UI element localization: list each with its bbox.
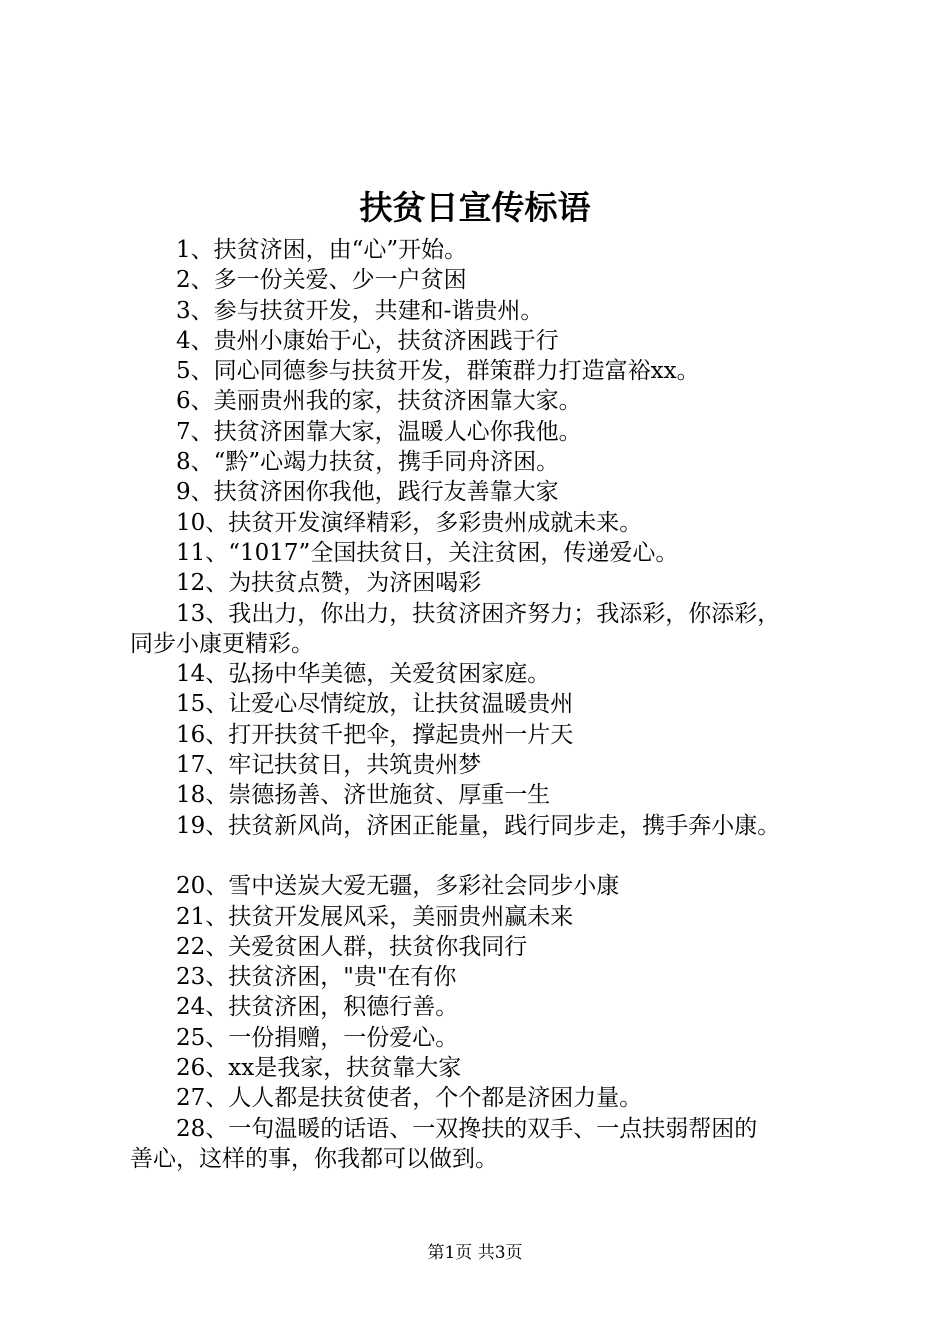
blank-line	[130, 841, 860, 871]
slogan-line: 8、“黔”心竭力扶贫，携手同舟济困。	[176, 449, 560, 476]
slogan-line: 2、多一份关爱、少一户贫困	[176, 267, 467, 294]
slogan-line: 7、扶贫济困靠大家，温暖人心你我他。	[176, 418, 582, 445]
slogan-line: 12、为扶贫点赞，为济困喝彩	[176, 570, 482, 597]
slogan-line: 5、同心同德参与扶贫开发，群策群力打造富裕xx。	[176, 358, 700, 385]
slogan-line: 28、一句温暖的话语、一双搀扶的双手、一点扶弱帮困的	[176, 1115, 758, 1142]
slogan-line: 18、崇德扬善、济世施贫、厚重一生	[176, 782, 551, 809]
slogan-line: 14、弘扬中华美德，关爱贫困家庭。	[176, 661, 551, 688]
slogan-line: 19、扶贫新风尚，济困正能量，践行同步走，携手奔小康。	[176, 812, 781, 839]
slogan-line-continuation: 同步小康更精彩。	[130, 630, 314, 657]
slogan-line: 22、关爱贫困人群，扶贫你我同行	[176, 933, 528, 960]
slogan-line: 26、xx是我家，扶贫靠大家	[176, 1055, 462, 1082]
slogan-line: 23、扶贫济困，"贵"在有你	[176, 964, 457, 991]
document-body	[130, 235, 860, 1174]
slogan-line: 20、雪中送炭大爱无疆，多彩社会同步小康	[176, 873, 620, 900]
slogan-line-continuation: 善心，这样的事，你我都可以做到。	[130, 1145, 498, 1172]
page-number-footer: 第1页 共3页	[427, 1243, 523, 1263]
slogan-line: 24、扶贫济困，积德行善。	[176, 994, 459, 1021]
slogan-line: 11、“1017”全国扶贫日，关注贫困，传递爱心。	[176, 539, 679, 566]
slogan-line: 27、人人都是扶贫使者，个个都是济困力量。	[176, 1085, 643, 1112]
slogan-line: 6、美丽贵州我的家，扶贫济困靠大家。	[176, 388, 582, 415]
slogan-line: 3、参与扶贫开发，共建和-谐贵州。	[176, 297, 544, 324]
slogan-line: 25、一份捐赠，一份爱心。	[176, 1024, 459, 1051]
slogan-line: 15、让爱心尽情绽放，让扶贫温暖贵州	[176, 691, 574, 718]
slogan-line: 13、我出力，你出力，扶贫济困齐努力；我添彩，你添彩，	[176, 600, 781, 627]
document-title: 扶贫日宣传标语	[359, 188, 591, 227]
slogan-line: 4、贵州小康始于心，扶贫济困践于行	[176, 327, 559, 354]
slogan-line: 10、扶贫开发演绎精彩，多彩贵州成就未来。	[176, 509, 643, 536]
slogan-line: 21、扶贫开发展风采，美丽贵州赢未来	[176, 903, 574, 930]
slogan-line: 1、扶贫济困，由“心”开始。	[176, 237, 468, 263]
slogan-line: 16、打开扶贫千把伞，撑起贵州一片天	[176, 721, 574, 748]
slogan-line: 9、扶贫济困你我他，践行友善靠大家	[176, 479, 559, 506]
slogan-line: 17、牢记扶贫日，共筑贵州梦	[176, 752, 482, 779]
